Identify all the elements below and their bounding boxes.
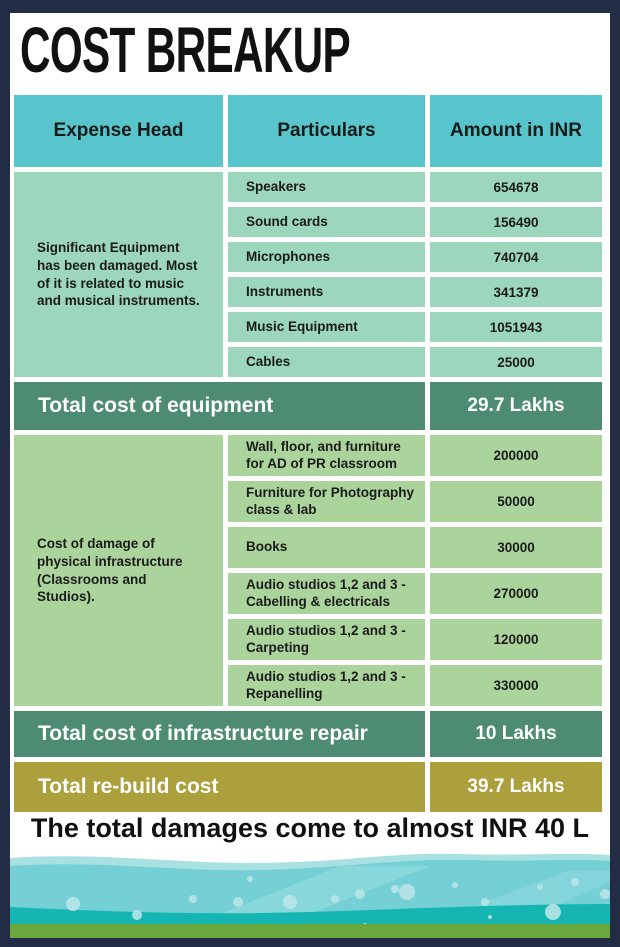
particular-cell: Audio studios 1,2 and 3 - Cabelling & electricals bbox=[228, 573, 425, 614]
section-total-amount: 10 Lakhs bbox=[430, 711, 602, 757]
particular-cell: Audio studios 1,2 and 3 - Repanelling bbox=[228, 665, 425, 706]
particular-cell: Books bbox=[228, 527, 425, 568]
green-strip bbox=[10, 924, 610, 938]
amount-cell: 270000 bbox=[430, 573, 602, 614]
section-total-amount: 29.7 Lakhs bbox=[430, 382, 602, 430]
section-total-label: Total cost of infrastructure repair bbox=[14, 711, 425, 757]
particular-cell: Wall, floor, and furniture for AD of PR classroom bbox=[228, 435, 425, 476]
column-header-expense-head: Expense Head bbox=[14, 95, 223, 167]
particular-cell: Music Equipment bbox=[228, 312, 425, 342]
section-total-label: Total cost of equipment bbox=[14, 382, 425, 430]
amount-cell: 25000 bbox=[430, 347, 602, 377]
grand-total-amount: 39.7 Lakhs bbox=[430, 762, 602, 812]
particular-cell: Instruments bbox=[228, 277, 425, 307]
footer-note: The total damages come to almost INR 40 L bbox=[30, 813, 590, 843]
amount-cell: 156490 bbox=[430, 207, 602, 237]
cost-table bbox=[14, 95, 602, 812]
grand-total-label: Total re-build cost bbox=[14, 762, 425, 812]
expense-head-cell: Significant Equipment has been damaged. Most of it is related to music and musical instruments. bbox=[14, 172, 223, 377]
particular-cell: Microphones bbox=[228, 242, 425, 272]
poster-page bbox=[10, 13, 610, 938]
column-header-particulars: Particulars bbox=[228, 95, 425, 167]
particular-cell: Audio studios 1,2 and 3 - Carpeting bbox=[228, 619, 425, 660]
amount-cell: 330000 bbox=[430, 665, 602, 706]
amount-cell: 120000 bbox=[430, 619, 602, 660]
particular-cell: Sound cards bbox=[228, 207, 425, 237]
page-title: COST BREAKUP bbox=[20, 14, 351, 86]
amount-cell: 200000 bbox=[430, 435, 602, 476]
amount-cell: 654678 bbox=[430, 172, 602, 202]
particular-cell: Speakers bbox=[228, 172, 425, 202]
column-header-amount: Amount in INR bbox=[430, 95, 602, 167]
amount-cell: 341379 bbox=[430, 277, 602, 307]
amount-cell: 740704 bbox=[430, 242, 602, 272]
expense-head-cell: Cost of damage of physical infrastructure (Classrooms and Studios). bbox=[14, 435, 223, 706]
amount-cell: 30000 bbox=[430, 527, 602, 568]
ocean-waves-decoration bbox=[10, 852, 610, 938]
amount-cell: 1051943 bbox=[430, 312, 602, 342]
amount-cell: 50000 bbox=[430, 481, 602, 522]
particular-cell: Furniture for Photography class & lab bbox=[228, 481, 425, 522]
particular-cell: Cables bbox=[228, 347, 425, 377]
